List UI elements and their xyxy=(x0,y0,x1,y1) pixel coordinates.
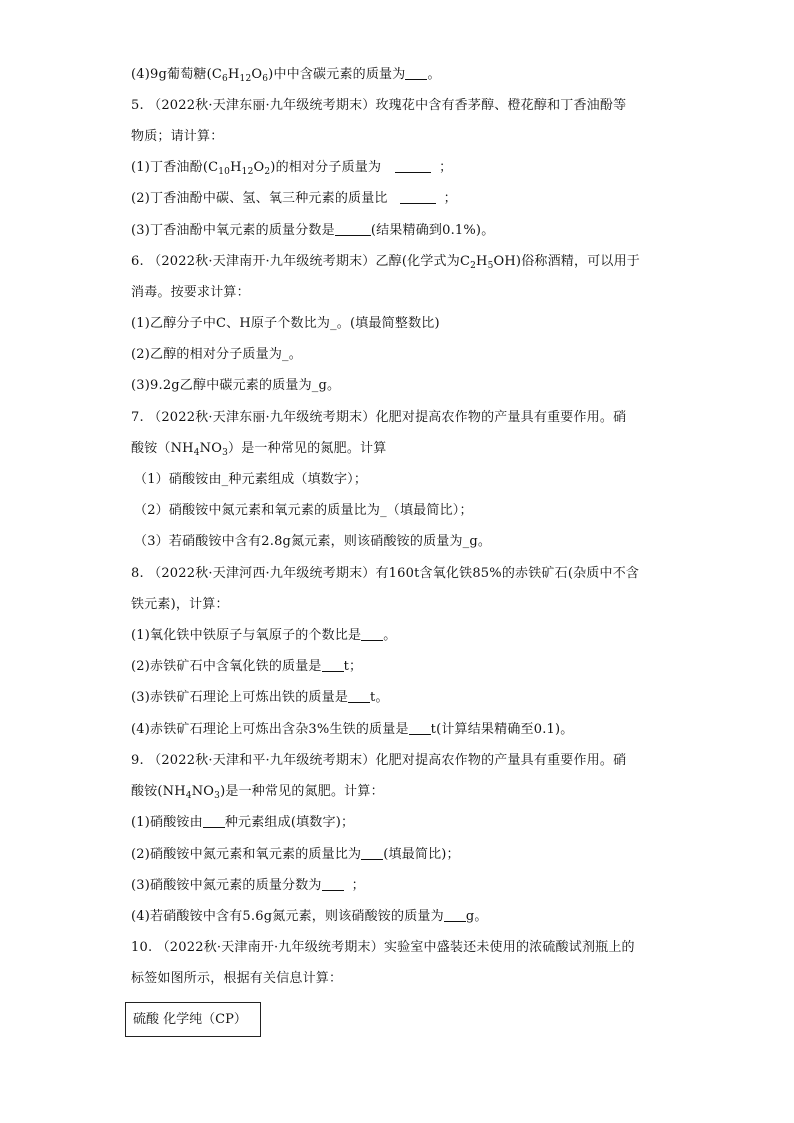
q8-stem: 8. （2022秋·天津河西·九年级统考期末）有160t含氧化铁85%的赤铁矿石(杂质中不含 xyxy=(131,566,640,581)
answer-blank xyxy=(405,67,427,80)
q8-stem-cont: 铁元素)，计算： xyxy=(131,597,229,612)
q4-item-4-glucose: (4)9g葡萄糖$(C_6H_{12}O_6)$中中含碳元素的质量为 。 xyxy=(131,67,441,84)
answer-blank xyxy=(395,160,431,173)
q9-item-1: (1)硝酸铵由 种元素组成(填数字)； xyxy=(131,815,355,830)
q9-stem-cont: 酸铵$(NH_4NO_3)$是一种常见的氮肥。计算： xyxy=(131,784,384,801)
q10-stem-cont: 标签如图所示，根据有关信息计算： xyxy=(131,971,343,986)
q5-item-2: (2)丁香油酚中碳、氢、氧三种元素的质量比 ； xyxy=(131,191,457,206)
q6-stem-cont: 消毒。按要求计算： xyxy=(131,285,250,300)
answer-blank xyxy=(335,223,371,236)
answer-blank xyxy=(203,815,225,828)
q10-stem: 10. （2022秋·天津南开·九年级统考期末）实验室中盛装还未使用的浓硫酸试剂瓶上的 xyxy=(131,940,635,955)
q8-item-2: (2)赤铁矿石中含氧化铁的质量是 t； xyxy=(131,659,363,674)
q8-item-4: (4)赤铁矿石理论上可炼出含杂3%生铁的质量是 t(计算结果精确至0.1)。 xyxy=(131,722,574,737)
q5-item-3: (3)丁香油酚中氧元素的质量分数是 (结果精确到0.1%)。 xyxy=(131,223,495,238)
q6-stem: 6. （2022秋·天津南开·九年级统考期末）乙醇(化学式为$C_2H_5OH$)俗称酒精，可以用于 xyxy=(131,254,640,271)
reagent-label-box: 硫酸 化学纯（CP） xyxy=(125,1002,261,1037)
q7-item-2: （2）硝酸铵中氮元素和氧元素的质量比为_（填最简比）； xyxy=(134,503,473,518)
answer-blank xyxy=(348,690,370,703)
answer-blank xyxy=(322,878,344,891)
answer-blank xyxy=(409,722,431,735)
answer-blank xyxy=(444,909,466,922)
q5-stem: 5. （2022秋·天津东丽·九年级统考期末）玫瑰花中含有香茅醇、橙花醇和丁香油酚等 xyxy=(131,98,627,113)
q7-item-1: （1）硝酸铵由_种元素组成（填数字）； xyxy=(134,472,368,487)
q7-item-3: （3）若硝酸铵中含有2.8g氮元素，则该硝酸铵的质量为_g。 xyxy=(134,534,492,549)
q6-item-3: (3)9.2g乙醇中碳元素的质量为_g。 xyxy=(131,378,341,393)
q6-item-2: (2)乙醇的相对分子质量为_。 xyxy=(131,347,302,362)
q9-stem: 9. （2022秋·天津和平·九年级统考期末）化肥对提高农作物的产量具有重要作用。硝 xyxy=(131,753,627,768)
q8-item-3: (3)赤铁矿石理论上可炼出铁的质量是 t。 xyxy=(131,690,389,705)
answer-blank xyxy=(361,628,383,641)
answer-blank xyxy=(361,847,383,860)
q5-stem-cont: 物质；请计算： xyxy=(131,129,224,144)
q7-stem-cont: 酸铵$(NH_4NO_3)$是一种常见的氮肥。计算 xyxy=(131,441,387,458)
q9-item-2: (2)硝酸铵中氮元素和氧元素的质量比为 (填最简比)； xyxy=(131,847,460,862)
answer-blank xyxy=(322,659,344,672)
q5-item-1: (1)丁香油酚$(C_{10}H_{12}O_2)$的相对分子质量为 ； xyxy=(131,160,453,177)
q7-stem: 7. （2022秋·天津东丽·九年级统考期末）化肥对提高农作物的产量具有重要作用。硝 xyxy=(131,410,627,425)
q8-item-1: (1)氧化铁中铁原子与氧原子的个数比是 。 xyxy=(131,628,397,643)
q6-item-1: (1)乙醇分子中C、H原子个数比为_。(填最简整数比) xyxy=(131,316,440,331)
q9-item-4: (4)若硝酸铵中含有5.6g氮元素，则该硝酸铵的质量为 g。 xyxy=(131,909,488,924)
answer-blank xyxy=(400,191,436,204)
q9-item-3: (3)硝酸铵中氮元素的质量分数为 ； xyxy=(131,878,365,893)
